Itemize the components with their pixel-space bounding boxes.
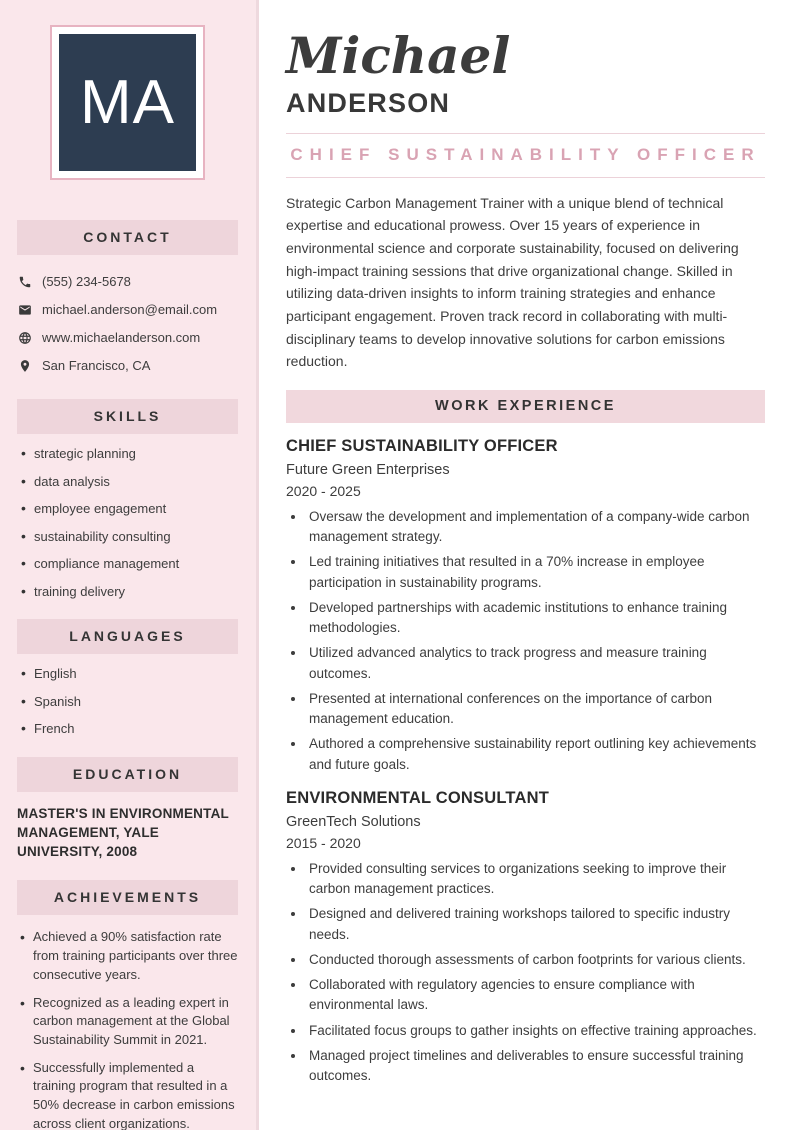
languages-section-title: LANGUAGES bbox=[17, 619, 238, 654]
skill-item: • sustainability consulting bbox=[17, 528, 238, 546]
job-dates: 2020 - 2025 bbox=[286, 482, 361, 499]
job-title: CHIEF SUSTAINABILITY OFFICER bbox=[286, 436, 558, 455]
contact-item-location bbox=[17, 352, 238, 380]
language-item: • Spanish bbox=[17, 693, 238, 711]
job-bullet: • Developed partnerships with academic institutions to enhance training methodologies. bbox=[306, 598, 765, 639]
skills-list bbox=[17, 445, 238, 600]
contact-location-text: San Francisco, CA bbox=[42, 358, 151, 373]
job-dates: 2015 - 2020 bbox=[286, 834, 361, 851]
contact-section bbox=[17, 220, 238, 380]
achievements-section-title: ACHIEVEMENTS bbox=[17, 880, 238, 915]
location-icon bbox=[18, 359, 32, 373]
skills-section bbox=[17, 399, 238, 600]
last-name: ANDERSON bbox=[286, 87, 451, 118]
contact-phone-text: (555) 234-5678 bbox=[42, 274, 131, 289]
languages-section bbox=[17, 619, 238, 738]
first-name: Michael bbox=[286, 26, 511, 85]
education-section-title: EDUCATION bbox=[17, 757, 238, 792]
achievement-item: • Successfully implemented a training program that resulted in a 50% decrease in carbon emissions across client organizations. bbox=[17, 1059, 238, 1130]
job-title-band bbox=[286, 133, 765, 178]
skills-section-title: SKILLS bbox=[17, 399, 238, 434]
job-bullet: • Authored a comprehensive sustainability report outlining key achievements and future goals. bbox=[306, 734, 765, 775]
skill-item: • employee engagement bbox=[17, 500, 238, 518]
job-bullet: • Conducted thorough assessments of carbon footprints for various clients. bbox=[306, 950, 765, 970]
job-title: ENVIRONMENTAL CONSULTANT bbox=[286, 788, 549, 807]
avatar bbox=[50, 25, 205, 180]
achievement-item: • Recognized as a leading expert in carbon management at the Global Sustainability Summit in 2021. bbox=[17, 994, 238, 1050]
achievements-section bbox=[17, 880, 238, 1130]
job-bullet: • Utilized advanced analytics to track progress and measure training outcomes. bbox=[306, 643, 765, 684]
achievement-item: • Achieved a 90% satisfaction rate from training participants over three consecutive years. bbox=[17, 928, 238, 984]
job-bullet: • Collaborated with regulatory agencies to ensure compliance with environmental laws. bbox=[306, 975, 765, 1016]
job-bullet: • Managed project timelines and deliverables to ensure successful training outcomes. bbox=[306, 1046, 765, 1087]
job-company: GreenTech Solutions bbox=[286, 813, 421, 830]
contact-list bbox=[17, 268, 238, 380]
main-job-title: CHIEF SUSTAINABILITY OFFICER bbox=[290, 144, 761, 164]
contact-item-phone bbox=[17, 268, 238, 296]
contact-item-email bbox=[17, 296, 238, 324]
work-experience-header: WORK EXPERIENCE bbox=[286, 390, 765, 423]
language-item: • French bbox=[17, 720, 238, 738]
job-bullet: • Designed and delivered training workshops tailored to specific industry needs. bbox=[306, 904, 765, 945]
education-section bbox=[17, 757, 238, 861]
job-bullet: • Presented at international conferences on the importance of carbon management education. bbox=[306, 689, 765, 730]
contact-item-website bbox=[17, 324, 238, 352]
job-bullet: • Facilitated focus groups to gather insights on effective training approaches. bbox=[306, 1021, 765, 1041]
main-content bbox=[259, 0, 800, 1130]
job-entry bbox=[286, 789, 765, 1087]
summary-paragraph: Strategic Carbon Management Trainer with a unique blend of technical expertise and educational prowess. Over 15 years of experience in environmental science and corporate sustainability, focused on delivering high-impact training sessions that drive organizational change. Skilled in utilizing data-driven insights to inform training strategies and enhance participant engagement. Proven track record in collaborating with multi-disciplinary teams to develop innovative solutions for carbon emissions reduction. bbox=[286, 194, 739, 370]
skill-item: • training delivery bbox=[17, 583, 238, 601]
job-bullet-list bbox=[286, 507, 765, 775]
contact-section-title: CONTACT bbox=[17, 220, 238, 255]
job-company: Future Green Enterprises bbox=[286, 461, 450, 478]
skill-item: • data analysis bbox=[17, 473, 238, 491]
skill-item: • strategic planning bbox=[17, 445, 238, 463]
job-bullet: • Provided consulting services to organizations seeking to improve their carbon management practices. bbox=[306, 859, 765, 900]
globe-icon bbox=[18, 331, 32, 345]
job-bullet: • Led training initiatives that resulted in a 70% increase in employee participation in sustainability programs. bbox=[306, 552, 765, 593]
languages-list bbox=[17, 665, 238, 738]
education-degree: MASTER'S IN ENVIRONMENTAL MANAGEMENT, YALE UNIVERSITY, 2008 bbox=[17, 805, 229, 860]
job-entry bbox=[286, 437, 765, 775]
achievements-list bbox=[17, 928, 238, 1130]
phone-icon bbox=[18, 275, 32, 289]
skill-item: • compliance management bbox=[17, 555, 238, 573]
sidebar bbox=[0, 0, 259, 1130]
contact-email-text: michael.anderson@email.com bbox=[42, 302, 218, 317]
language-item: • English bbox=[17, 665, 238, 683]
contact-website-text: www.michaelanderson.com bbox=[42, 330, 201, 345]
job-bullet: • Oversaw the development and implementation of a company-wide carbon management strategy. bbox=[306, 507, 765, 548]
email-icon bbox=[18, 303, 32, 317]
avatar-initials: MA bbox=[59, 34, 196, 171]
job-bullet-list bbox=[286, 859, 765, 1087]
